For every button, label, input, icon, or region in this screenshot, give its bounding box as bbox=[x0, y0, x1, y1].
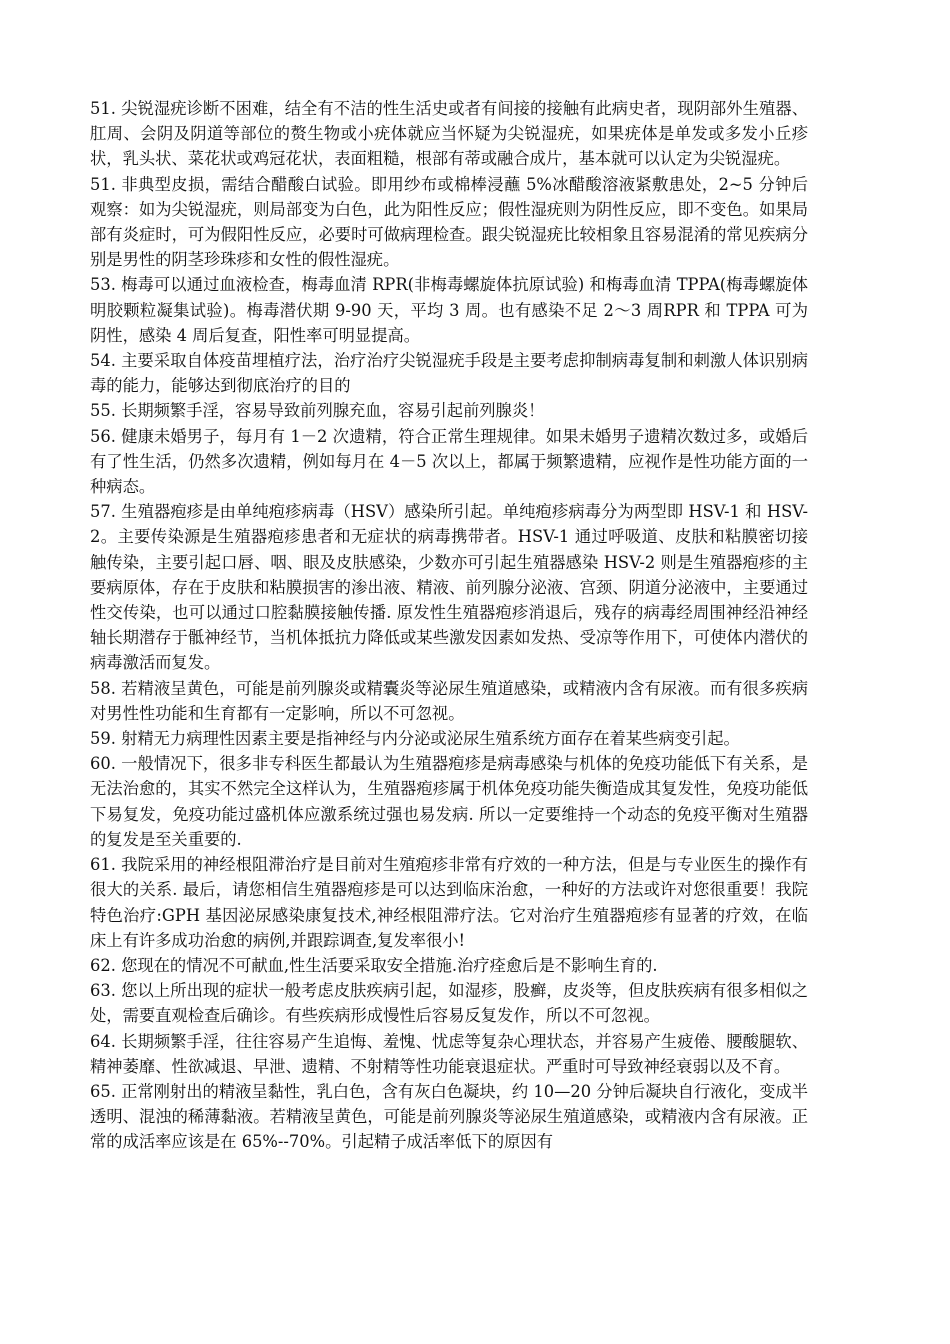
paragraph-60: 60. 一般情况下，很多非专科医生都最认为生殖器疱疹是病毒感染与机体的免疫功能低下有关系，是无法治愈的，其实不然完全这样认为，生殖器疱疹属于机体免疫功能失衡造成其复发性，免疫功能低下易复发，免疫功能过盛机体应激系统过强也易发病. 所以一定要维持一个动态的免疫平衡对生殖器的复发是至关重要的. bbox=[90, 754, 808, 849]
paragraph-54: 54. 主要采取自体疫苗埋植疗法，治疗治疗尖锐湿疣手段是主要考虑抑制病毒复制和刺激人体识别病毒的能力，能够达到彻底治疗的目的 bbox=[90, 351, 808, 396]
paragraph-61: 61. 我院采用的神经根阻滞治疗是目前对生殖疱疹非常有疗效的一种方法，但是与专业医生的操作有很大的关系. 最后，请您相信生殖器疱疹是可以达到临床治愈，一种好的方法或许对您很重要！我院特色治疗:GPH 基因泌尿感染康复技术,神经根阻滞疗法。它对治疗生殖器疱疹有显著的疗效，在临床上有许多成功治愈的病例,并跟踪调查,复发率很小! bbox=[90, 855, 808, 950]
document-body bbox=[90, 96, 808, 1155]
paragraph-53: 53. 梅毒可以通过血液检查，梅毒血清 RPR(非梅毒螺旋体抗原试验) 和梅毒血清 TPPA(梅毒螺旋体明胶颗粒凝集试验)。梅毒潜伏期 9-90 天，平均 3 周。也有感染不足 2～3 周RPR 和 TPPA 可为阴性，感染 4 周后复查，阳性率可明显提高。 bbox=[90, 275, 808, 345]
paragraph-59: 59. 射精无力病理性因素主要是指神经与内分泌或泌尿生殖系统方面存在着某些病变引起。 bbox=[90, 729, 740, 749]
paragraph-56: 56. 健康未婚男子，每月有 1－2 次遗精，符合正常生理规律。如果未婚男子遗精次数过多，或婚后有了性生活，仍然多次遗精，例如每月在 4－5 次以上，都属于频繁遗精，应视作是性功能方面的一种病态。 bbox=[90, 426, 808, 497]
paragraph-63: 63. 您以上所出现的症状一般考虑皮肤疾病引起，如湿疹，股癣，皮炎等，但皮肤疾病有很多相似之处，需要直观检查后确诊。有些疾病形成慢性后容易反复发作，所以不可忽视。 bbox=[90, 981, 808, 1026]
paragraph-58: 58. 若精液呈黄色，可能是前列腺炎或精囊炎等泌尿生殖道感染，或精液内含有尿液。而有很多疾病对男性性功能和生育都有一定影响，所以不可忽视。 bbox=[90, 678, 808, 723]
paragraph-55: 55. 长期频繁手淫，容易导致前列腺充血，容易引起前列腺炎！ bbox=[90, 401, 545, 421]
paragraph-64: 64. 长期频繁手淫，往往容易产生追悔、羞愧、忧虑等复杂心理状态，并容易产生疲倦、腰酸腿软、精神萎靡、性欲减退、早泄、遗精、不射精等性功能衰退症状。严重时可导致神经衰弱以及不育。 bbox=[90, 1031, 808, 1076]
paragraph-51-diagnosis: 51. 尖锐湿疣诊断不困难，结全有不洁的性生活史或者有间接的接触有此病史者，现阴部外生殖器、肛周、会阴及阴道等部位的赘生物或小疣体就应当怀疑为尖锐湿疣，如果疣体是单发或多发小丘疹状，乳头状、菜花状或鸡冠花状，表面粗糙，根部有蒂或融合成片，基本就可以认定为尖锐湿疣。 bbox=[90, 99, 808, 169]
paragraph-62: 62. 您现在的情况不可献血,性生活要采取安全措施.治疗痊愈后是不影响生育的. bbox=[90, 955, 658, 975]
paragraph-51-atypical: 51. 非典型皮损，需结合醋酸白试验。即用纱布或棉棒浸蘸 5%冰醋酸溶液紧敷患处，2~5 分钟后观察：如为尖锐湿疣，则局部变为白色，此为阳性反应；假性湿疣则为阴性反应，即不变色。如果局部有炎症时，可为假阳性反应，必要时可做病理检查。跟尖锐湿疣比较相象且容易混淆的常见疾病分别是男性的阴茎珍珠疹和女性的假性湿疣。 bbox=[90, 174, 808, 270]
paragraph-65: 65. 正常刚射出的精液呈黏性，乳白色，含有灰白色凝块，约 10—20 分钟后凝块自行液化，变成半透明、混浊的稀薄黏液。若精液呈黄色，可能是前列腺炎等泌尿生殖道感染，或精液内含有尿液。正常的成活率应该是在 65%--70%。引起精子成活率低下的原因有 bbox=[90, 1081, 808, 1152]
paragraph-57: 57. 生殖器疱疹是由单纯疱疹病毒（HSV）感染所引起。单纯疱疹病毒分为两型即 HSV-1 和 HSV-2。主要传染源是生殖器疱疹患者和无症状的病毒携带者。HSV-1 通过呼吸道、皮肤和粘膜密切接触传染，主要引起口唇、咽、眼及皮肤感染，少数亦可引起生殖器感染 HSV-2 则是生殖器疱疹的主要病原体，存在于皮肤和粘膜损害的渗出液、精液、前列腺分泌液、宫颈、阴道分泌液中，主要通过性交传染，也可以通过口腔黏膜接触传播. 原发性生殖器疱疹消退后，残存的病毒经周围神经沿神经轴长期潜存于骶神经节，当机体抵抗力降低或某些激发因素如发热、受凉等作用下，可使体内潜伏的病毒激活而复发。 bbox=[90, 502, 808, 673]
